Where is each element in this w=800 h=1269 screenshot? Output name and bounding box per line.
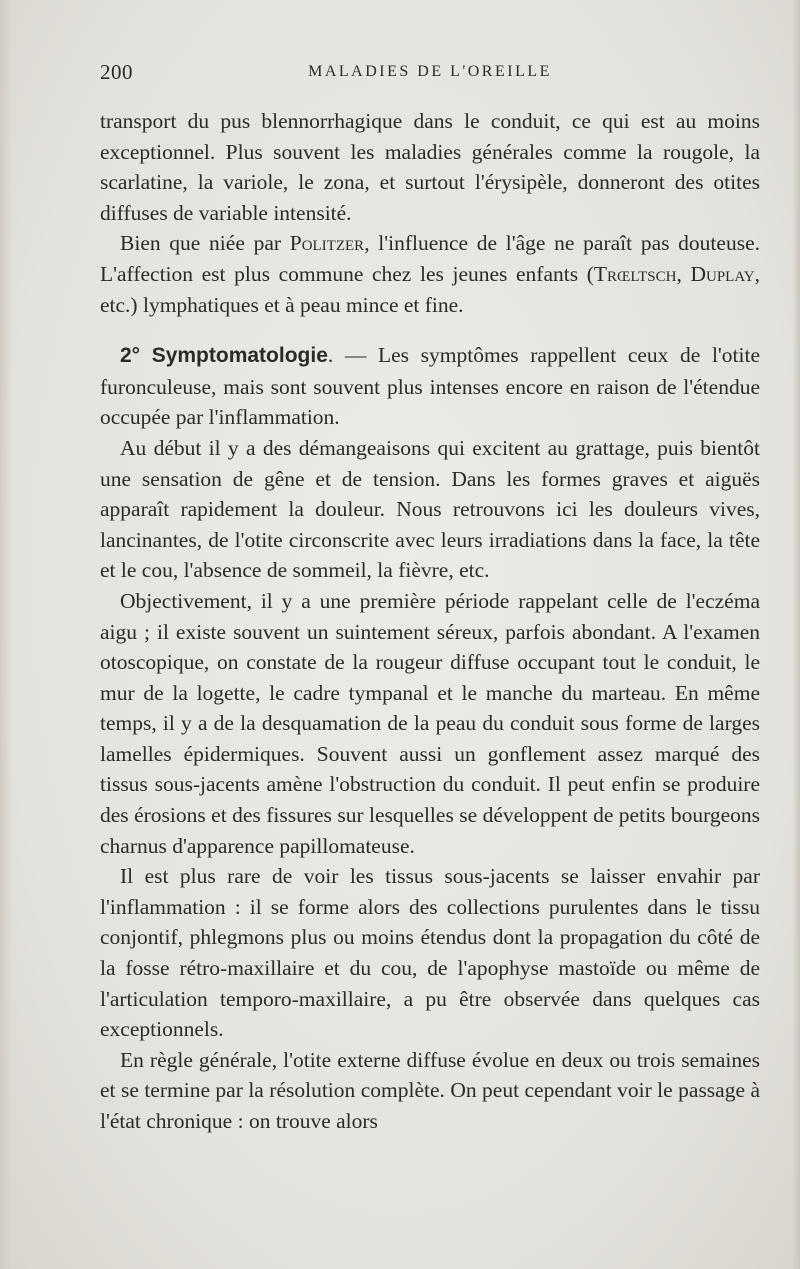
body-text xyxy=(100,106,760,1137)
author-name-troeltsch: Trœltsch xyxy=(593,261,677,286)
paragraph-debut: Au début il y a des démangeaisons qui excitent au grattage, puis bientôt une sensation de gêne et de tension. Dans les formes graves et aiguës apparaît rapidement la douleur. Nous retrouvons ici les douleurs vives, lancinantes, de l'otite circonscrite avec leurs irradiations dans la face, la tête et le cou, l'absence de sommeil, la fièvre, etc. xyxy=(100,435,760,583)
section-title: Symptomatologie xyxy=(151,344,328,368)
text-run: Bien que niée par xyxy=(120,231,290,256)
running-title: MALADIES DE L'OREILLE xyxy=(308,63,552,80)
author-name-politzer: Politzer xyxy=(289,231,365,256)
page-edge-shadow-left xyxy=(0,0,12,1269)
text-run: , l'influence de l'âge ne paraît pas douteuse. L'affection est plus commune chez les jeunes enfants ( xyxy=(100,231,760,286)
paragraph-age-influence xyxy=(100,228,760,320)
page-number: 200 xyxy=(100,60,133,84)
text-run: , etc.) lymphatiques et à peau mince et fine. xyxy=(100,261,761,317)
paragraph-tissus: Il est plus rare de voir les tissus sous-jacents se laisser envahir par l'inflammation : il se forme alors des collections purulentes dans le tissu conjontif, phlegmons plus ou moins étendus dont la propagation du côté de la fosse rétro-maxillaire et du cou, de l'apophyse mastoïde ou même de l'articulation temporo-maxillaire, a pu être observée dans quelques cas exceptionnels. xyxy=(100,864,760,1042)
text-run: , xyxy=(676,261,691,286)
section-symptomatologie xyxy=(100,340,760,433)
page-header xyxy=(100,60,760,90)
paragraph-objectivement: Objectivement, il y a une première période rappelant celle de l'eczéma aigu ; il existe souvent un suintement séreux, parfois abondant. A l'examen otoscopique, on constate de la rougeur diffuse occupant tout le conduit, le mur de la logette, le cadre tympanal et le manche du marteau. En même temps, il y a de la desquamation de la peau du conduit sous forme de larges lamelles épidermiques. Souvent aussi un gonflement assez marqué des tissus sous-jacents amène l'obstruction du conduit. Il peut enfin se produire des érosions et des fissures sur lesquelles se développent de petits bourgeons charnus d'apparence papillomateuse. xyxy=(100,588,760,858)
page-edge-shadow-right xyxy=(792,0,800,1269)
paragraph-evolution: En règle générale, l'otite externe diffuse évolue en deux ou trois semaines et se termine par la résolution complète. On peut cependant voir le passage à l'état chronique : on trouve alors xyxy=(100,1047,760,1133)
author-name-duplay: Duplay xyxy=(690,261,755,286)
section-intro-text: . — Les symptômes rappellent ceux de l'otite furonculeuse, mais sont souvent plus intenses encore en raison de l'étendue occupée par l'inflammation. xyxy=(100,343,760,430)
paragraph-continuation: transport du pus blennorrhagique dans le conduit, ce qui est au moins exceptionnel. Plus souvent les maladies générales comme la rougole, la scarlatine, la variole, le zona, et surtout l'érysipèle, donneront des otites diffuses de variable intensité. xyxy=(100,109,760,225)
section-number: 2° xyxy=(120,344,141,368)
